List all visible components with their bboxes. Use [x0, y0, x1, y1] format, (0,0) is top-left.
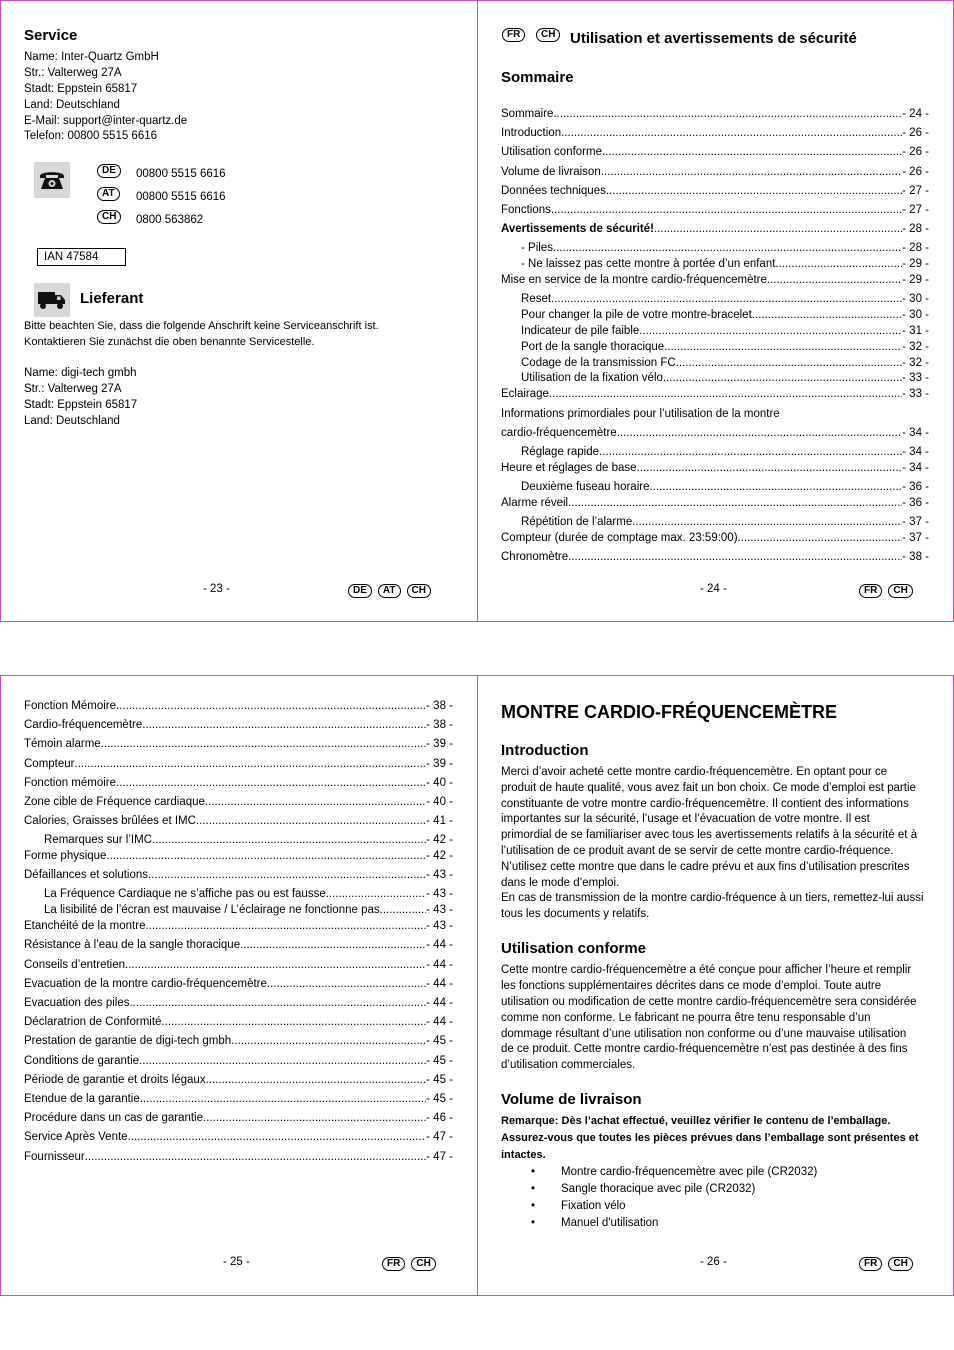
- toc-row: Conditions de garantie ..... - 45 -: [24, 1055, 453, 1067]
- toc-row: Mise en service de la montre cardio-fréquencemètre ..... - 29 -: [501, 274, 929, 286]
- volume-note: Assurez-vous que toutes les pièces prévues dans l’emballage sont présentes et: [501, 1132, 919, 1144]
- country-badge: AT: [378, 584, 401, 598]
- ian-box: IAN 47584: [37, 248, 126, 266]
- toc-row: Prestation de garantie de digi-tech gmbh ..... - 45 -: [24, 1035, 453, 1047]
- toc-row: Zone cible de Fréquence cardiaque ..... - 40 -: [24, 796, 453, 808]
- list-item: • Fixation vélo: [501, 1198, 817, 1215]
- page-23: [0, 0, 478, 622]
- page-number: - 26 -: [700, 1256, 727, 1268]
- toc-row: Pour changer la pile de votre montre-bracelet ..... - 30 -: [521, 309, 929, 321]
- toc-row: Service Après Vente ..... - 47 -: [24, 1131, 453, 1143]
- toc-row: La Fréquence Cardiaque ne s’affiche pas ou est fausse ..... - 43 -: [44, 888, 453, 900]
- page-26: [477, 675, 954, 1296]
- toc-row: Reset ..... - 30 -: [521, 293, 929, 305]
- delivery-items-list: [501, 1164, 817, 1232]
- toc-row: cardio-fréquencemètre ..... - 34 -: [501, 427, 929, 439]
- service-title: Service: [24, 27, 78, 44]
- toc-row: Introduction ..... - 26 -: [501, 127, 929, 139]
- toc-wrapped-label: Informations primordiales pour l’utilisation de la montre: [501, 408, 780, 420]
- introduction-title: Introduction: [501, 742, 589, 759]
- toc-row: Compteur (durée de comptage max. 23:59:00) ..... - 37 -: [501, 532, 929, 544]
- toc-row: Répétition de l’alarme ..... - 37 -: [521, 516, 929, 528]
- list-item: • Manuel d'utilisation: [501, 1215, 817, 1232]
- toc-row: Sommaire ..... - 24 -: [501, 108, 929, 120]
- volume-note: intactes.: [501, 1149, 546, 1161]
- toc-row: Etendue de la garantie ..... - 45 -: [24, 1093, 453, 1105]
- paragraph-line: N’utilisez cette montre que dans le cadre prévu et aux fins d’utilisation prescrites: [501, 861, 910, 873]
- paragraph-line: dommage résultant d’une utilisation non conforme ou d’une mauvaise utilisation: [501, 1028, 907, 1040]
- lieferant-note: Bitte beachten Sie, dass die folgende Anschrift keine Serviceanschrift ist.: [24, 320, 379, 332]
- toc-row: Défaillances et solutions ..... - 43 -: [24, 869, 453, 881]
- footer-country-badges: [382, 1257, 436, 1271]
- country-badge: FR: [859, 584, 882, 598]
- paragraph-line: les fonctions supplémentaires décrites dans ce mode d’emploi. Toute autre: [501, 980, 882, 992]
- toc-row: Utilisation conforme ..... - 26 -: [501, 146, 929, 158]
- country-badge-fr: FR: [502, 28, 525, 42]
- toc-row: Fournisseur ..... - 47 -: [24, 1151, 453, 1163]
- lieferant-line: Name: digi-tech gmbh: [24, 367, 137, 379]
- phone-number-de: 00800 5515 6616: [136, 168, 226, 180]
- toc-row: Fonction Mémoire ..... - 38 -: [24, 700, 453, 712]
- country-badge: CH: [888, 584, 912, 598]
- footer-country-badges: [348, 584, 431, 598]
- paragraph-line: En cas de transmission de la montre cardio-fréquence à un tiers, remettez-lui aussi: [501, 892, 924, 904]
- lieferant-title: Lieferant: [80, 290, 144, 307]
- toc-row: Calories, Graisses brûlées et IMC ..... - 41 -: [24, 815, 453, 827]
- country-badge: DE: [348, 584, 372, 598]
- page-number: - 25 -: [223, 1256, 250, 1268]
- toc-row: Indicateur de pile faible ..... - 31 -: [521, 325, 929, 337]
- section-header: Utilisation et avertissements de sécurité: [570, 30, 857, 47]
- toc-row: Données techniques ..... - 27 -: [501, 185, 929, 197]
- toc-row: Port de la sangle thoracique ..... - 32 -: [521, 341, 929, 353]
- paragraph-line: produit de haute qualité, vous avez fait un bon choix. Ce mode d’emploi est partie: [501, 782, 916, 794]
- toc-row: Témoin alarme ..... - 39 -: [24, 738, 453, 750]
- service-line: Land: Deutschland: [24, 99, 120, 111]
- list-item: • Montre cardio-fréquencemètre avec pile (CR2032): [501, 1164, 817, 1181]
- toc-row: Avertissements de sécurité! ..... - 28 -: [501, 223, 929, 235]
- toc-row: Forme physique ..... - 42 -: [24, 850, 453, 862]
- paragraph-line: Merci d’avoir acheté cette montre cardio-fréquencemètre. En optant pour ce: [501, 766, 888, 778]
- paragraph-line: utilisation ou modification de cette montre cardio-fréquencemètre sera considérée: [501, 996, 917, 1008]
- footer-country-badges: [859, 1257, 913, 1271]
- toc-row: Conseils d’entretien ..... - 44 -: [24, 959, 453, 971]
- phone-number-at: 00800 5515 6616: [136, 191, 226, 203]
- toc-row: Heure et réglages de base ..... - 34 -: [501, 462, 929, 474]
- volume-note: Remarque: Dès l’achat effectué, veuillez vérifier le contenu de l’emballage.: [501, 1115, 891, 1127]
- paragraph-line: dans le mode d’emploi.: [501, 877, 620, 889]
- lieferant-line: Land: Deutschland: [24, 415, 120, 427]
- country-badge: CH: [888, 1257, 912, 1271]
- toc-row: Evacuation des piles ..... - 44 -: [24, 997, 453, 1009]
- toc-row: Compteur ..... - 39 -: [24, 758, 453, 770]
- toc-row: Utilisation de la fixation vélo ..... - 33 -: [521, 372, 929, 384]
- country-badge-at: AT: [97, 187, 120, 201]
- page-25: [0, 675, 478, 1296]
- country-badge: CH: [407, 584, 431, 598]
- truck-icon: [34, 283, 70, 317]
- toc-row: - Ne laissez pas cette montre à portée d’un enfant ..... - 29 -: [521, 258, 929, 270]
- usage-title: Utilisation conforme: [501, 940, 647, 957]
- country-badge-ch: CH: [536, 28, 560, 42]
- telephone-icon: [34, 162, 70, 198]
- country-badge: FR: [859, 1257, 882, 1271]
- list-item: • Sangle thoracique avec pile (CR2032): [501, 1181, 817, 1198]
- toc-row: Codage de la transmission FC ..... - 32 -: [521, 357, 929, 369]
- sommaire-title: Sommaire: [501, 69, 574, 86]
- phone-number-ch: 0800 563862: [136, 214, 204, 226]
- country-badge: FR: [382, 1257, 405, 1271]
- toc-row: Evacuation de la montre cardio-fréquencemètre ..... - 44 -: [24, 978, 453, 990]
- footer-country-badges: [859, 584, 913, 598]
- toc-row: Eclairage ..... - 33 -: [501, 388, 929, 400]
- toc-row: Fonctions ..... - 27 -: [501, 204, 929, 216]
- toc-row: Chronomètre ..... - 38 -: [501, 551, 929, 563]
- toc-row: Remarques sur l’IMC ..... - 42 -: [44, 834, 453, 846]
- service-phone: Telefon: 00800 5515 6616: [24, 130, 158, 142]
- toc-row: - Piles ..... - 28 -: [521, 242, 929, 254]
- page-number: - 24 -: [700, 583, 727, 595]
- toc-row: Période de garantie et droits légaux ..... - 45 -: [24, 1074, 453, 1086]
- paragraph-line: comme non conforme. Le fabricant ne pourra être tenu responsable d’un: [501, 1012, 871, 1024]
- volume-title: Volume de livraison: [501, 1091, 642, 1108]
- country-badge-de: DE: [97, 164, 121, 178]
- service-line: Stadt: Eppstein 65817: [24, 83, 138, 95]
- paragraph-line: constituante de votre montre cardio-fréquencemètre. Il contient des informations: [501, 798, 909, 810]
- lieferant-line: Str.: Valterweg 27A: [24, 383, 122, 395]
- paragraph-line: Cette montre cardio-fréquencemètre a été conçue pour afficher l’heure et remplir: [501, 964, 912, 976]
- toc-row: Fonction mémoire ..... - 40 -: [24, 777, 453, 789]
- paragraph-line: l’utilisation de ce produit avant de se servir de cette montre cardio-fréquence.: [501, 845, 894, 857]
- paragraph-line: de ce produit. Cette montre cardio-fréquencemètre n’est pas destinée à des fins: [501, 1043, 908, 1055]
- toc-row: Déclaratrion de Conformité ..... - 44 -: [24, 1016, 453, 1028]
- country-badge-ch: CH: [97, 210, 121, 224]
- paragraph-line: d’utilisation commerciales.: [501, 1059, 636, 1071]
- toc-row: Alarme réveil ..... - 36 -: [501, 497, 929, 509]
- lieferant-note: Kontaktieren Sie zunächst die oben benannte Servicestelle.: [24, 336, 315, 348]
- toc-row: Etanchéité de la montre ..... - 43 -: [24, 920, 453, 932]
- service-line: Name: Inter-Quartz GmbH: [24, 51, 159, 63]
- toc-row: Procédure dans un cas de garantie ..... - 46 -: [24, 1112, 453, 1124]
- country-badge: CH: [411, 1257, 435, 1271]
- toc-row: Résistance à l’eau de la sangle thoracique ..... - 44 -: [24, 939, 453, 951]
- paragraph-line: tous les documents y relatifs.: [501, 908, 650, 920]
- page-number: - 23 -: [203, 583, 230, 595]
- page-24: [477, 0, 954, 622]
- toc-row: Réglage rapide ..... - 34 -: [521, 446, 929, 458]
- paragraph-line: primordial de se familiariser avec tous les avertissements relatifs à la sécurité et à: [501, 829, 918, 841]
- service-line: Str.: Valterweg 27A: [24, 67, 122, 79]
- toc-row: La lisibilité de l’écran est mauvaise / L’éclairage ne fonctionne pas ..... - 43 -: [44, 904, 453, 916]
- toc-row: Cardio-fréquencemètre ..... - 38 -: [24, 719, 453, 731]
- toc-row: Volume de livraison ..... - 26 -: [501, 166, 929, 178]
- toc-row: Deuxième fuseau horaire ..... - 36 -: [521, 481, 929, 493]
- service-email: E-Mail: support@inter-quartz.de: [24, 115, 188, 127]
- page-title: MONTRE CARDIO-FRÉQUENCEMÈTRE: [501, 702, 837, 722]
- lieferant-line: Stadt: Eppstein 65817: [24, 399, 138, 411]
- paragraph-line: importantes sur la sécurité, l’usage et l’évacuation de votre montre. Il est: [501, 813, 870, 825]
